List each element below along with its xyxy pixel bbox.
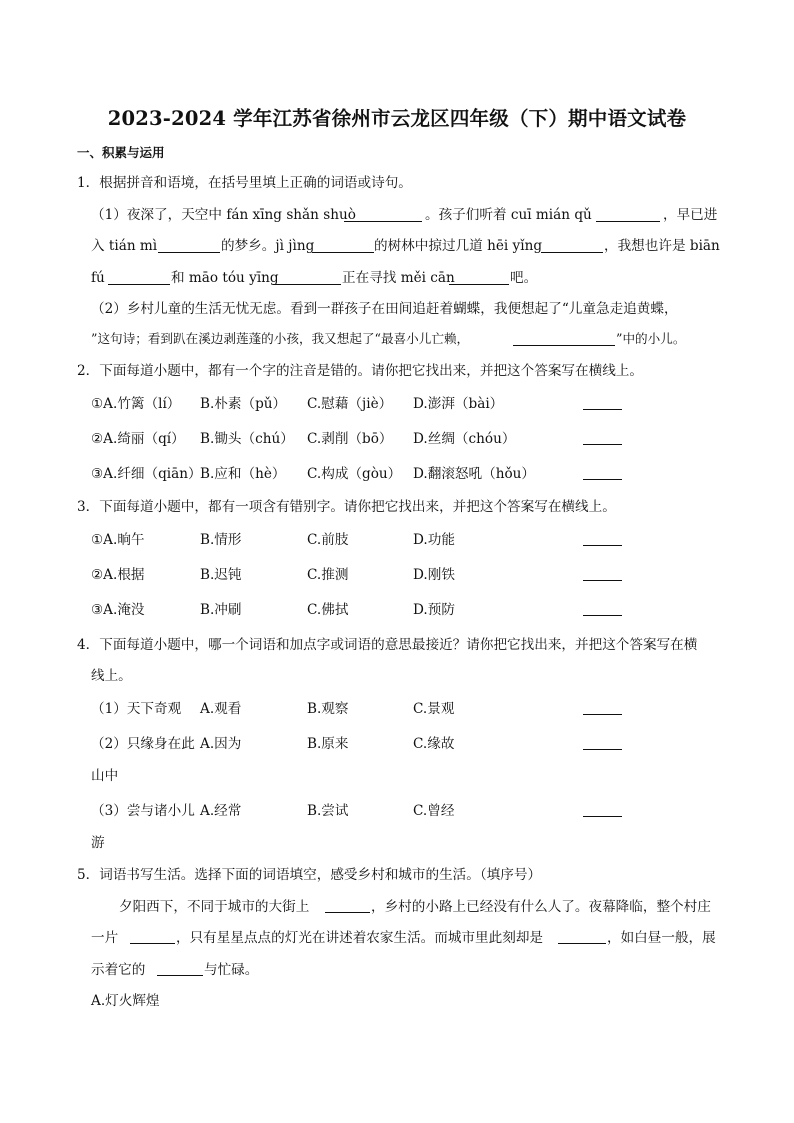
- q1-p1-line3-d: 吧。: [510, 270, 538, 286]
- answer-blank[interactable]: [583, 444, 622, 445]
- q5-line1-b: ，乡村的小路上已经没有什么人了。夜幕降临，整个村庄: [371, 899, 711, 915]
- q5-line3-a: 示着它的: [91, 962, 146, 978]
- q4-r3-continuation: 游: [91, 835, 105, 851]
- q5-line2-a: 一片: [91, 930, 119, 946]
- q3-r3-option-c: C.佛拭: [307, 602, 349, 618]
- q2-r3-option-a: ③A.纤细（qiān）: [91, 466, 202, 482]
- q4-r1-option-c: C.景观: [413, 701, 455, 717]
- q1-p2-line2-b: ”中的小儿。: [616, 331, 686, 346]
- q2-r2-option-d: D.丝绸（chóu）: [413, 431, 516, 447]
- q3-r2-option-a: ②A.根据: [91, 567, 145, 583]
- q5-line2-b: ，只有星星点点的灯光在讲述着农家生活。而城市里此刻却是: [176, 930, 544, 946]
- answer-blank[interactable]: [157, 975, 203, 976]
- q1-p2-line1: （2）乡村儿童的生活无忧无虑。看到一群孩子在田间追赶着蝴蝶，我便想起了“儿童急走追黄蝶，: [91, 301, 678, 317]
- q3-stem: 3．下面每道小题中，都有一项含有错别字。请你把它找出来，并把这个答案写在横线上。: [77, 499, 616, 515]
- q4-stem-line1: 4．下面每道小题中，哪一个词语和加点字或词语的意思最接近？请你把它找出来，并把这个答案写在横: [77, 637, 698, 653]
- q4-r3-option-a: A.经常: [200, 803, 242, 819]
- q1-p1-line1-a: （1）夜深了，天空中 fán xīng shǎn shuò: [91, 207, 356, 223]
- answer-blank[interactable]: [583, 580, 622, 581]
- q4-r2-option-b: B.原来: [307, 736, 349, 752]
- answer-blank[interactable]: [583, 479, 622, 480]
- answer-blank[interactable]: [583, 816, 622, 817]
- q3-r3-option-d: D.预防: [413, 602, 455, 618]
- q4-r2-option-a: A.因为: [200, 736, 242, 752]
- q1-p1-line2-c: 的树林中掠过几道 hēi yǐng: [374, 238, 543, 254]
- q4-r2-prefix: （2）只缘身在此: [91, 736, 195, 752]
- q3-r2-option-d: D.刚铁: [413, 567, 455, 583]
- q2-r3-option-d: D.翻滚怒吼（hǒu）: [413, 466, 535, 482]
- q4-r1-option-b: B.观察: [307, 701, 349, 717]
- q1-stem: 1．根据拼音和语境，在括号里填上正确的词语或诗句。: [77, 175, 412, 191]
- q2-r2-option-c: C.剥削（bō）: [307, 431, 393, 447]
- answer-blank[interactable]: [558, 943, 606, 944]
- q3-r2-option-b: B.迟钝: [200, 567, 242, 583]
- answer-blank[interactable]: [583, 714, 622, 715]
- q3-r2-option-c: C.推测: [307, 567, 349, 583]
- q3-r1-option-d: D.功能: [413, 532, 455, 548]
- answer-blank[interactable]: [158, 252, 220, 253]
- answer-blank[interactable]: [583, 409, 622, 410]
- q4-r2-option-c: C.缘故: [413, 736, 455, 752]
- q1-p1-line1-c: ，早已进: [663, 207, 718, 223]
- q2-r3-option-b: B.应和（hè）: [200, 466, 286, 482]
- q4-r1-prefix: （1）天下奇观: [91, 701, 182, 717]
- q1-p1-line2-d: ，我想也许是 biān: [604, 238, 720, 254]
- q2-r1-option-b: B.朴素（pǔ）: [200, 396, 287, 412]
- q4-r3-option-c: C.曾经: [413, 803, 455, 819]
- q5-line2-c: ，如白昼一般，展: [607, 930, 716, 946]
- answer-blank[interactable]: [312, 252, 374, 253]
- q3-r1-option-b: B.情形: [200, 532, 242, 548]
- q4-stem-line2: 线上。: [91, 668, 132, 684]
- q2-r3-option-c: C.构成（gòu）: [307, 466, 402, 482]
- answer-blank[interactable]: [273, 284, 341, 285]
- q1-p1-line2-b: 的梦乡。jì jìng: [221, 238, 315, 254]
- q3-r1-option-c: C.前肢: [307, 532, 349, 548]
- answer-blank[interactable]: [513, 345, 615, 346]
- q5-line3-b: 与忙碌。: [204, 962, 259, 978]
- q2-r1-option-d: D.澎湃（bài）: [413, 396, 504, 412]
- q3-r3-option-b: B.冲刷: [200, 602, 242, 618]
- q1-p1-line1-b: 。孩子们听着 cuī mián qǔ: [425, 207, 592, 223]
- q5-line1-a: 夕阳西下，不同于城市的大街上: [119, 899, 310, 915]
- q5-stem: 5．词语书写生活。选择下面的词语填空，感受乡村和城市的生活。（填序号）: [77, 867, 542, 883]
- q2-r2-option-b: B.锄头（chú）: [200, 431, 294, 447]
- q2-stem: 2．下面每道小题中，都有一个字的注音是错的。请你把它找出来，并把这个答案写在横线上。: [77, 363, 643, 379]
- answer-blank[interactable]: [596, 221, 660, 222]
- q1-p1-line2-a: 入 tián mì: [91, 238, 158, 254]
- q1-p2-line2-a: ”这句诗；看到趴在溪边剥莲蓬的小孩，我又想起了“最喜小儿亡赖，: [91, 331, 470, 346]
- section-heading: 一、积累与运用: [77, 145, 165, 160]
- page-title: 2023-2024 学年江苏省徐州市云龙区四年级（下）期中语文试卷: [107, 107, 687, 130]
- answer-blank[interactable]: [541, 252, 603, 253]
- q4-r1-option-a: A.观看: [200, 701, 242, 717]
- q1-p1-line3-b: 和 māo tóu yīng: [171, 270, 279, 286]
- answer-blank[interactable]: [130, 943, 175, 944]
- answer-blank[interactable]: [108, 284, 170, 285]
- answer-blank[interactable]: [449, 284, 509, 285]
- q4-r2-continuation: 山中: [91, 768, 119, 784]
- answer-blank[interactable]: [583, 749, 622, 750]
- answer-blank[interactable]: [583, 545, 622, 546]
- q3-r3-option-a: ③A.淹没: [91, 602, 145, 618]
- q1-p1-line3-a: fú: [91, 270, 105, 286]
- answer-blank[interactable]: [583, 615, 622, 616]
- q4-r3-prefix: （3）尝与诸小儿: [91, 803, 195, 819]
- q3-r1-option-a: ①A.晌午: [91, 532, 145, 548]
- q4-r3-option-b: B.尝试: [307, 803, 349, 819]
- q5-option-a: A.灯火辉煌: [91, 993, 160, 1009]
- q2-r1-option-a: ①A.竹篱（lí）: [91, 396, 181, 412]
- answer-blank[interactable]: [344, 221, 422, 222]
- q2-r1-option-c: C.慰藉（jiè）: [307, 396, 393, 412]
- q1-p1-line3-c: 正在寻找 měi cān: [342, 270, 455, 286]
- answer-blank[interactable]: [325, 912, 370, 913]
- q2-r2-option-a: ②A.绮丽（qí）: [91, 431, 185, 447]
